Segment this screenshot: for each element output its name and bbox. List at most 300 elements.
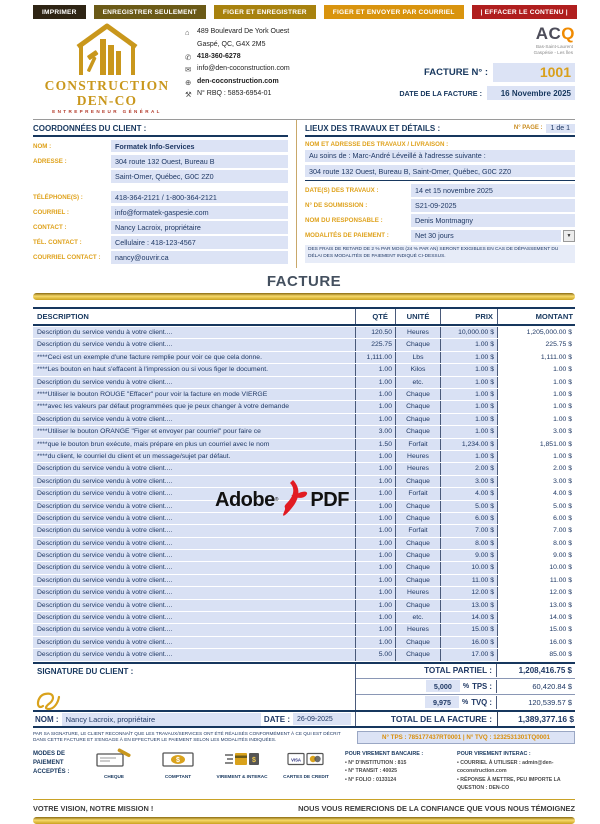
client-contact-phone-field[interactable]: Cellulaire : 418-123-4567 [111,236,288,249]
cell-unit[interactable]: Chaque [395,562,440,573]
table-row [33,377,575,388]
cell-qty[interactable]: 1.00 [355,637,395,648]
cell-description[interactable]: Description du service vendu à votre client.... [33,414,355,425]
cell-price[interactable]: 1.00 $ [440,352,497,363]
tvq-label: TVQ : [471,697,492,707]
table-row [33,439,575,450]
cell-qty[interactable]: 1.00 [355,550,395,561]
cell-amount: 1.00 $ [497,377,575,388]
footer [33,799,575,813]
client-contact-label: CONTACT : [33,223,67,231]
cell-description[interactable]: ****Utiliser le bouton ORANGE "Figer et envoyer par courriel" pour faire ce [33,426,355,437]
table-row [33,600,575,611]
cell-unit[interactable]: Chaque [395,538,440,549]
tax-registration-numbers: N° TPS : 785177437RT0001 | N° TVQ : 1232531301TQ0001 [357,731,575,745]
bank-transit: • N° TRANSIT : 40025 [345,767,447,775]
cell-unit[interactable]: Chaque [395,550,440,561]
cell-qty[interactable]: 1.00 [355,525,395,536]
client-section-title: COORDONNÉES DU CLIENT : [33,120,288,137]
cell-amount: 1,111.00 $ [497,352,575,363]
cell-unit[interactable]: Heures [395,451,440,462]
cell-qty[interactable]: 1.00 [355,575,395,586]
cell-amount: 4.00 $ [497,488,575,499]
cell-description[interactable]: Description du service vendu à votre client.... [33,637,355,648]
cell-price[interactable]: 6.00 $ [440,513,497,524]
cell-unit[interactable]: Chaque [395,501,440,512]
transfer-interac-icon [224,750,260,768]
tps-percent-sign: % [462,682,470,690]
payment-terms-select[interactable]: Net 30 jours [411,230,561,243]
works-soumission-field[interactable]: S21-09-2025 [411,199,575,212]
client-email-field[interactable]: info@formatek-gaspesie.com [111,206,288,219]
table-row [33,575,575,586]
cell-price[interactable]: 17.00 $ [440,649,497,660]
company-logo [33,23,181,114]
adobe-pdf-watermark [215,479,349,521]
cell-qty[interactable]: 1.00 [355,501,395,512]
table-row [33,401,575,412]
cell-unit[interactable]: Chaque [395,600,440,611]
page-number-value: 1 de 1 [546,124,575,133]
cell-unit[interactable]: Chaque [395,339,440,350]
cell-qty[interactable]: 5.00 [355,649,395,660]
registered-mark-icon: ® [274,497,279,504]
invoice-number-field[interactable]: 1001 [493,63,575,82]
invoice-date-label: DATE DE LA FACTURE : [399,88,482,98]
header-qty: QTÉ [355,309,395,324]
table-row [33,637,575,648]
cell-qty[interactable]: 1.00 [355,624,395,635]
cell-price[interactable]: 14.00 $ [440,612,497,623]
works-section [296,120,575,268]
subtotal-value: 1,208,416.75 $ [496,664,574,677]
cell-description[interactable]: Description du service vendu à votre client.... [33,624,355,635]
acq-letters-ac: AC [535,24,562,43]
bank-institution: • N° D'INSTITUTION : 815 [345,759,447,767]
interac-email: • COURRIEL À UTILISER : admin@den-coconstruction.com [457,759,575,776]
info-section [33,119,575,268]
works-address-label: NOM ET ADRESSE DES TRAVAUX / LIVRAISON : [305,140,449,148]
cell-qty[interactable]: 1.00 [355,612,395,623]
pdf-watermark-text: PDF [310,488,349,511]
toolbar-button-figer-et-enregistrer[interactable]: FIGER ET ENREGISTRER [214,5,316,19]
cell-price[interactable]: 1,234.00 $ [440,439,497,450]
grand-total-row [33,710,575,728]
client-contact-email-label: COURRIEL CONTACT : [33,254,101,262]
cell-price[interactable]: 1.00 $ [440,451,497,462]
svg-text:VISA: VISA [291,757,301,763]
invoice-number-label: FACTURE N° : [424,67,488,79]
cell-price[interactable]: 2.00 $ [440,463,497,474]
cell-amount: 1.00 $ [497,451,575,462]
grand-total-label: TOTAL DE LA FACTURE : [355,712,497,726]
cell-price[interactable]: 9.00 $ [440,550,497,561]
cell-qty[interactable]: 1.00 [355,538,395,549]
cell-description[interactable]: ****que le bouton brun exécute, mais prépare en plus un courriel avec le nom [33,439,355,450]
cell-unit[interactable]: Forfait [395,439,440,450]
table-row [33,339,575,350]
works-title-text: LIEUX DES TRAVAUX ET DÉTAILS : [305,123,441,133]
cell-qty[interactable]: 1.00 [355,401,395,412]
cell-qty[interactable]: 1.00 [355,463,395,474]
cell-description[interactable]: Description du service vendu à votre client.... [33,377,355,388]
footer-slogan-left: VOTRE VISION, NOTRE MISSION ! [33,804,154,814]
svg-text:$: $ [252,757,256,765]
table-row [33,451,575,462]
cell-unit[interactable]: etc. [395,612,440,623]
table-row [33,624,575,635]
credit-cards-icon [287,750,325,768]
table-row [33,538,575,549]
bank-transfer-title: POUR VIREMENT BANCAIRE : [345,751,424,758]
toolbar-button-imprimer[interactable]: IMPRIMER [33,5,86,19]
cell-amount: 8.00 $ [497,538,575,549]
cell-price[interactable]: 1.00 $ [440,414,497,425]
cell-description[interactable]: ****Ceci est un exemple d'une facture remplie pour voir ce que cela donne. [33,352,355,363]
cell-amount: 13.00 $ [497,600,575,611]
cell-description[interactable]: Description du service vendu à votre client.... [33,600,355,611]
svg-text:$: $ [176,757,180,765]
bank-transfer-info [345,750,447,784]
subtotal-label: TOTAL PARTIEL : [424,666,492,676]
cell-price[interactable]: 1.00 $ [440,426,497,437]
company-name-line1: CONSTRUCTION [44,78,170,93]
attestation-text: PAR SA SIGNATURE, LE CLIENT RECONNAÎT QUE LES TRAVAUX/SERVICES ONT ÉTÉ RÉALISÉS CONFORMÉMENT À CE QUI EST DÉCRIT DANS CETTE FACTURE ET S'ENGAGE À EN EFFECTUER LE PAIEMENT SELON LES MODALITÉS INDIQUÉES. [33,730,341,743]
cell-price[interactable]: 4.00 $ [440,488,497,499]
cell-unit[interactable]: Chaque [395,575,440,586]
table-row [33,414,575,425]
adobe-ribbon-icon [279,479,309,521]
toolbar-button-effacer-le-contenu[interactable]: | EFFACER LE CONTENU | [472,5,577,19]
works-dates-label: DATE(S) DES TRAVAUX : [305,186,379,194]
cell-unit[interactable]: Heures [395,624,440,635]
client-name-label: NOM : [33,142,52,150]
cell-description[interactable]: Description du service vendu à votre client.... [33,525,355,536]
subtotal-row [356,664,575,680]
cell-qty[interactable]: 1.00 [355,389,395,400]
cell-price[interactable]: 8.00 $ [440,538,497,549]
attestation-row [33,731,575,745]
signature-date-field[interactable]: 26-09-2025 [293,713,351,725]
cell-price[interactable]: 3.00 $ [440,476,497,487]
table-header [33,307,575,326]
cell-description[interactable]: Description du service vendu à votre client.... [33,339,355,350]
cell-qty[interactable]: 1.00 [355,476,395,487]
payment-method-label: VIREMENT & INTERAC [216,774,268,780]
cell-description[interactable]: ****avec les valeurs par défaut programmées que je peux changer à votre demande [33,401,355,412]
cell-qty[interactable]: 1.00 [355,364,395,375]
cell-price[interactable]: 11.00 $ [440,575,497,586]
cell-description[interactable]: Description du service vendu à votre client.... [33,562,355,573]
table-row [33,426,575,437]
cell-price[interactable]: 1.00 $ [440,377,497,388]
cell-qty[interactable]: 1,111.00 [355,352,395,363]
cell-amount: 6.00 $ [497,513,575,524]
table-row [33,327,575,338]
cell-description[interactable]: Description du service vendu à votre client.... [33,476,355,487]
table-row [33,550,575,561]
toolbar-button-enregistrer-seulement[interactable]: ENREGISTRER SEULEMENT [94,5,206,19]
company-logo-icon [70,23,144,79]
interac-answer: • RÉPONSE À METTRE, PEU IMPORTE LA QUESTION : DEN-CO [457,776,575,793]
cell-unit[interactable]: Chaque [395,414,440,425]
cell-qty[interactable]: 1.00 [355,513,395,524]
company-name-line2: DEN-CO [76,92,138,108]
invoice-number-row [380,63,575,82]
payment-method-label: CARTES DE CREDIT [283,774,329,780]
cell-price[interactable]: 1.00 $ [440,401,497,412]
tvq-percent-sign: % [461,698,469,706]
cell-unit[interactable]: Chaque [395,649,440,660]
client-phone-field[interactable]: 418-364-2121 / 1-800-364-2121 [111,191,288,204]
acq-region-line2: Gaspésie - Les Îles [533,50,573,56]
envelope-icon: ✉ [185,65,192,75]
client-contact-phone-label: TÉL. CONTACT : [33,239,82,247]
header [33,23,575,114]
payment-method-label: CHEQUE [103,774,125,780]
header-price: PRIX [440,309,497,324]
cell-description[interactable]: ****du client, le courriel du client et un message/sujet par défaut. [33,451,355,462]
cell-description[interactable]: Description du service vendu à votre client.... [33,488,355,499]
phone-icon: ✆ [185,52,192,62]
cell-unit[interactable]: Lbs [395,352,440,363]
cell-amount: 3.00 $ [497,476,575,487]
bank-folio: • N° FOLIO : 0133124 [345,776,447,784]
table-row [33,352,575,363]
payment-terms-dropdown-icon[interactable]: ▼ [563,230,575,242]
invoice-date-field[interactable]: 16 Novembre 2025 [487,86,575,100]
cell-qty[interactable]: 1.00 [355,562,395,573]
cell-amount: 1.00 $ [497,414,575,425]
works-dates-field[interactable]: 14 et 15 novembre 2025 [411,184,575,197]
cell-unit[interactable]: Chaque [395,513,440,524]
cell-unit[interactable]: Chaque [395,426,440,437]
cell-description[interactable]: Description du service vendu à votre client.... [33,513,355,524]
tps-label: TPS : [472,681,492,691]
cell-unit[interactable]: Heures [395,327,440,338]
cell-price[interactable]: 13.00 $ [440,600,497,611]
cell-qty[interactable]: 225.75 [355,339,395,350]
tvq-rate-field[interactable]: 9,975 [425,696,459,708]
signature-field[interactable] [33,664,355,711]
payment-modes-title: MODES DE PAIEMENT ACCEPTÉS : [33,751,70,776]
invoice-title: FACTURE [266,273,342,291]
line-items-table [33,307,575,661]
cell-amount: 225.75 $ [497,339,575,350]
company-contact [185,23,365,114]
cell-price[interactable]: 1.00 $ [440,364,497,375]
home-icon: ⌂ [185,28,190,37]
table-row [33,649,575,660]
cell-amount: 12.00 $ [497,587,575,598]
late-fee-note: DES FRAIS DE RETARD DE 2 % PAR MOIS (24 % PAR AN) SERONT EXIGIBLES EN CAS DE DÉPASSEMENT DU DÉLAI DES MODALITÉS DE PAIEMENT INDIQUÉ CI-DESSUS. [305,245,575,263]
cell-qty[interactable]: 1.00 [355,587,395,598]
payment-method-cartes-credit [277,750,335,779]
client-address2-field[interactable]: Saint-Omer, Québec, G0C 2Z0 [111,170,288,183]
table-row [33,562,575,573]
cell-price[interactable]: 10,000.00 $ [440,327,497,338]
cell-price[interactable]: 15.00 $ [440,624,497,635]
client-address-field[interactable]: 304 route 132 Ouest, Bureau B [111,155,288,168]
table-row [33,463,575,474]
works-address-field-2[interactable]: 304 route 132 Ouest, Bureau B, Saint-Omer, Québec, G0C 2Z0 [305,165,575,178]
cell-unit[interactable]: Heures [395,587,440,598]
cell-price[interactable]: 10.00 $ [440,562,497,573]
client-email-label: COURRIEL : [33,208,69,216]
cell-qty[interactable]: 1.00 [355,451,395,462]
cell-price[interactable]: 5.00 $ [440,501,497,512]
table-row [33,364,575,375]
adobe-watermark-text: Adobe [215,488,275,511]
cell-qty[interactable]: 120.50 [355,327,395,338]
header-description: DESCRIPTION [37,312,89,322]
cell-amount: 11.00 $ [497,575,575,586]
payment-section [33,750,575,792]
works-divider [305,180,575,181]
cell-description[interactable]: ****Utiliser le bouton ROUGE "Effacer" pour voir la facture en mode VIERGE [33,389,355,400]
acq-region-line1: Bas-Saint-Laurent [535,44,573,49]
cell-unit[interactable]: etc. [395,377,440,388]
cell-qty[interactable]: 3.00 [355,426,395,437]
totals-stack [355,664,575,711]
cell-amount: 14.00 $ [497,612,575,623]
payment-method-label: COMPTANT [164,774,192,780]
client-name-field[interactable]: Formatek Info-Services [111,140,288,153]
cell-description[interactable]: Description du service vendu à votre client.... [33,538,355,549]
cell-description[interactable]: Description du service vendu à votre client.... [33,463,355,474]
cell-unit[interactable]: Chaque [395,389,440,400]
tps-rate-field[interactable]: 5,000 [426,680,460,692]
cell-amount: 1.00 $ [497,364,575,375]
cell-amount: 85.00 $ [497,649,575,660]
globe-icon: ⊕ [185,77,192,87]
cell-description[interactable]: Description du service vendu à votre client.... [33,649,355,660]
company-email: info@den-coconstruction.com [197,65,290,73]
gold-divider-bottom [33,817,575,824]
cell-unit[interactable]: Chaque [395,637,440,648]
acq-logo [380,25,575,42]
cell-qty[interactable]: 1.00 [355,488,395,499]
acq-region [380,44,573,56]
cell-amount: 1.00 $ [497,401,575,412]
works-address-field-1[interactable]: Au soins de : Marc-André Léveillé à l'adresse suivante : [305,150,575,163]
company-tagline: ENTREPRENEUR GÉNÉRAL [52,109,162,115]
payment-method-comptant [149,750,207,779]
table-row [33,389,575,400]
signer-name-label: NOM : [35,714,59,724]
gold-divider-top [33,293,575,300]
client-address-label: ADRESSE : [33,157,67,165]
cash-icon [160,750,196,768]
interac-info [457,750,575,792]
cell-unit[interactable]: Kilos [395,364,440,375]
cell-description[interactable]: Description du service vendu à votre client.... [33,550,355,561]
cell-amount: 5.00 $ [497,501,575,512]
company-address-line1: 489 Boulevard De York Ouest [197,28,290,35]
acq-letter-q: Q [561,24,575,43]
works-section-title [305,120,575,137]
cell-qty[interactable]: 1.50 [355,439,395,450]
cell-amount: 2.00 $ [497,463,575,474]
cell-amount: 1,851.00 $ [497,439,575,450]
cell-unit[interactable]: Chaque [395,401,440,412]
cell-description[interactable]: Description du service vendu à votre client.... [33,501,355,512]
invoice-date-row [380,86,575,100]
cell-price[interactable]: 1.00 $ [440,339,497,350]
cell-amount: 7.00 $ [497,525,575,536]
cheque-icon [96,750,132,768]
cell-amount: 16.00 $ [497,637,575,648]
page-number-label: N° PAGE : [513,125,543,132]
cell-qty[interactable]: 1.00 [355,377,395,388]
client-section [33,120,296,268]
cell-qty[interactable]: 1.00 [355,600,395,611]
works-soumission-label: N° DE SOUMISSION : [305,201,368,209]
cell-amount: 3.00 $ [497,426,575,437]
works-responsable-field[interactable]: Denis Montmagny [411,214,575,227]
cell-description[interactable]: Description du service vendu à votre client.... [33,327,355,338]
payment-method-virement-interac [213,750,271,779]
payment-method-cheque [85,750,143,779]
client-contact-field[interactable]: Nancy Lacroix, propriétaire [111,221,288,234]
cell-amount: 1.00 $ [497,389,575,400]
table-row [33,587,575,598]
grand-total-value: 1,389,377.16 $ [497,712,575,726]
header-amount: MONTANT [497,309,575,324]
cell-price[interactable]: 7.00 $ [440,525,497,536]
signer-name-row [33,712,355,726]
company-rbq: N° RBQ : 5853-6954-01 [197,90,272,98]
works-responsable-label: NOM DU RESPONSABLE : [305,217,383,225]
company-website: den-coconstruction.com [197,77,279,85]
client-phone-label: TÉLÉPHONE(S) : [33,193,83,201]
tools-icon: ⚒ [185,90,192,100]
interac-title: POUR VIREMENT INTERAC : [457,751,531,758]
tvq-row [356,695,575,711]
cell-qty[interactable]: 1.00 [355,414,395,425]
cell-price[interactable]: 16.00 $ [440,637,497,648]
cell-amount: 1,205,000.00 $ [497,327,575,338]
cell-description[interactable]: Description du service vendu à votre client.... [33,575,355,586]
cell-unit[interactable]: Chaque [395,476,440,487]
tps-row [356,679,575,695]
header-right [380,23,575,114]
cell-description[interactable]: Description du service vendu à votre client.... [33,587,355,598]
cell-price[interactable]: 12.00 $ [440,587,497,598]
client-contact-email-field[interactable]: nancy@ouvrir.ca [111,251,288,264]
cell-unit[interactable]: Forfait [395,525,440,536]
table-row [33,525,575,536]
cell-amount: 9.00 $ [497,550,575,561]
cell-amount: 15.00 $ [497,624,575,635]
cell-unit[interactable]: Forfait [395,488,440,499]
toolbar-button-figer-et-envoyer-par-courriel[interactable]: FIGER ET ENVOYER PAR COURRIEL [324,5,464,19]
signature-date-label: DATE : [263,714,290,724]
cell-unit[interactable]: Heures [395,463,440,474]
toolbar [33,5,575,19]
header-unit: UNITÉ [395,309,440,324]
signature-title: SIGNATURE DU CLIENT : [37,666,134,676]
cell-description[interactable]: Description du service vendu à votre client.... [33,612,355,623]
company-address-line2: Gaspé, QC, G4X 2M5 [197,40,266,48]
company-phone: 418-360-6278 [197,52,241,60]
cell-amount: 10.00 $ [497,562,575,573]
cell-description[interactable]: ****Les bouton en haut s'effacent à l'impression ou si vous figer le document. [33,364,355,375]
cell-price[interactable]: 1.00 $ [440,389,497,400]
payment-terms-label: MODALITÉS DE PAIEMENT : [305,232,389,240]
tps-value: 60,420.84 $ [496,680,574,693]
signer-name-field[interactable]: Nancy Lacroix, propriétaire [62,713,261,726]
